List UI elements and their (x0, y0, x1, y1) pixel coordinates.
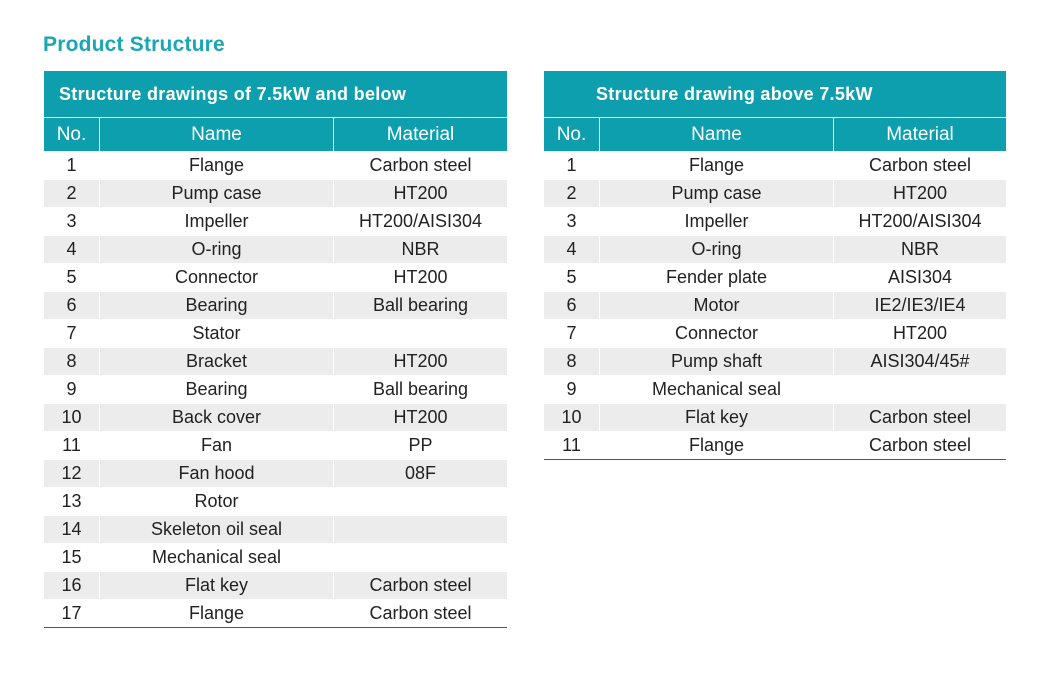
cell-material: NBR (834, 236, 1007, 264)
cell-name: Pump case (600, 180, 834, 208)
column-header-name: Name (100, 118, 334, 152)
cell-material (334, 320, 508, 348)
cell-no: 8 (544, 348, 600, 376)
cell-name: Flange (600, 152, 834, 180)
cell-material: Carbon steel (334, 152, 508, 180)
column-header-material: Material (834, 118, 1007, 152)
table-row (44, 180, 507, 208)
cell-material: Ball bearing (334, 292, 508, 320)
cell-no: 1 (44, 152, 100, 180)
cell-name: Motor (600, 292, 834, 320)
cell-material: Carbon steel (834, 152, 1007, 180)
column-header-name: Name (600, 118, 834, 152)
cell-name: Connector (600, 320, 834, 348)
cell-material: HT200/AISI304 (834, 208, 1007, 236)
cell-no: 4 (544, 236, 600, 264)
table-row (544, 292, 1006, 320)
cell-no: 2 (544, 180, 600, 208)
table-row (44, 404, 507, 432)
cell-material: HT200 (834, 180, 1007, 208)
cell-no: 6 (544, 292, 600, 320)
table-row (44, 488, 507, 516)
table-row (44, 264, 507, 292)
table-row (544, 432, 1006, 460)
cell-name: Mechanical seal (100, 544, 334, 572)
cell-name: Mechanical seal (600, 376, 834, 404)
cell-no: 4 (44, 236, 100, 264)
table-row (544, 208, 1006, 236)
cell-no: 16 (44, 572, 100, 600)
cell-name: Connector (100, 264, 334, 292)
table-row (544, 264, 1006, 292)
cell-name: Bearing (100, 376, 334, 404)
cell-no: 3 (44, 208, 100, 236)
parts-table (544, 117, 1006, 460)
cell-no: 6 (44, 292, 100, 320)
cell-name: Pump case (100, 180, 334, 208)
table-header-row (544, 118, 1006, 152)
table-row (44, 208, 507, 236)
table-row (44, 376, 507, 404)
cell-material (334, 544, 508, 572)
cell-no: 15 (44, 544, 100, 572)
cell-name: Flat key (100, 572, 334, 600)
cell-no: 9 (44, 376, 100, 404)
cell-name: Rotor (100, 488, 334, 516)
table-row (44, 292, 507, 320)
cell-no: 11 (544, 432, 600, 460)
cell-material: HT200 (334, 404, 508, 432)
cell-name: O-ring (600, 236, 834, 264)
table-header-row (44, 118, 507, 152)
cell-name: Impeller (600, 208, 834, 236)
cell-material (334, 516, 508, 544)
table-caption: Structure drawing above 7.5kW (544, 71, 1006, 117)
table-row (544, 320, 1006, 348)
cell-name: Fan (100, 432, 334, 460)
cell-name: Bracket (100, 348, 334, 376)
table-row (44, 572, 507, 600)
cell-material: HT200 (334, 180, 508, 208)
column-header-material: Material (334, 118, 508, 152)
cell-no: 2 (44, 180, 100, 208)
cell-name: Stator (100, 320, 334, 348)
cell-no: 1 (544, 152, 600, 180)
table-body (44, 152, 507, 628)
cell-material: Carbon steel (834, 404, 1007, 432)
cell-material: Ball bearing (334, 376, 508, 404)
cell-no: 13 (44, 488, 100, 516)
table-body (544, 152, 1006, 460)
cell-material: AISI304 (834, 264, 1007, 292)
cell-material (834, 376, 1007, 404)
table-row (544, 152, 1006, 180)
table-row (44, 348, 507, 376)
table-row (44, 152, 507, 180)
cell-material: PP (334, 432, 508, 460)
cell-no: 14 (44, 516, 100, 544)
cell-no: 10 (544, 404, 600, 432)
cell-material: HT200/AISI304 (334, 208, 508, 236)
cell-material: NBR (334, 236, 508, 264)
table-row (544, 404, 1006, 432)
table-caption: Structure drawings of 7.5kW and below (44, 71, 507, 117)
table-row (44, 460, 507, 488)
structure-table-large (544, 71, 1006, 460)
cell-no: 10 (44, 404, 100, 432)
cell-material: Carbon steel (834, 432, 1007, 460)
cell-name: Flange (100, 600, 334, 628)
table-row (44, 432, 507, 460)
cell-name: Flange (100, 152, 334, 180)
cell-material: HT200 (334, 348, 508, 376)
cell-material: Carbon steel (334, 572, 508, 600)
cell-no: 11 (44, 432, 100, 460)
cell-material: HT200 (834, 320, 1007, 348)
cell-name: Flat key (600, 404, 834, 432)
table-row (44, 236, 507, 264)
cell-name: Pump shaft (600, 348, 834, 376)
table-row (44, 516, 507, 544)
cell-material: HT200 (334, 264, 508, 292)
parts-table (44, 117, 507, 628)
cell-name: Back cover (100, 404, 334, 432)
cell-name: Bearing (100, 292, 334, 320)
cell-name: O-ring (100, 236, 334, 264)
cell-no: 8 (44, 348, 100, 376)
cell-name: Fender plate (600, 264, 834, 292)
table-row (44, 544, 507, 572)
cell-name: Impeller (100, 208, 334, 236)
column-header-no: No. (44, 118, 100, 152)
cell-no: 5 (544, 264, 600, 292)
cell-material: AISI304/45# (834, 348, 1007, 376)
table-row (44, 600, 507, 628)
cell-no: 7 (44, 320, 100, 348)
cell-no: 5 (44, 264, 100, 292)
structure-table-small (44, 71, 507, 628)
cell-no: 17 (44, 600, 100, 628)
table-row (44, 320, 507, 348)
cell-no: 3 (544, 208, 600, 236)
column-header-no: No. (544, 118, 600, 152)
cell-name: Skeleton oil seal (100, 516, 334, 544)
table-row (544, 180, 1006, 208)
table-row (544, 376, 1006, 404)
cell-no: 7 (544, 320, 600, 348)
cell-material: 08F (334, 460, 508, 488)
cell-no: 12 (44, 460, 100, 488)
cell-name: Fan hood (100, 460, 334, 488)
cell-name: Flange (600, 432, 834, 460)
cell-material: Carbon steel (334, 600, 508, 628)
table-row (544, 236, 1006, 264)
page-title: Product Structure (43, 33, 225, 56)
cell-material: IE2/IE3/IE4 (834, 292, 1007, 320)
table-row (544, 348, 1006, 376)
cell-no: 9 (544, 376, 600, 404)
cell-material (334, 488, 508, 516)
